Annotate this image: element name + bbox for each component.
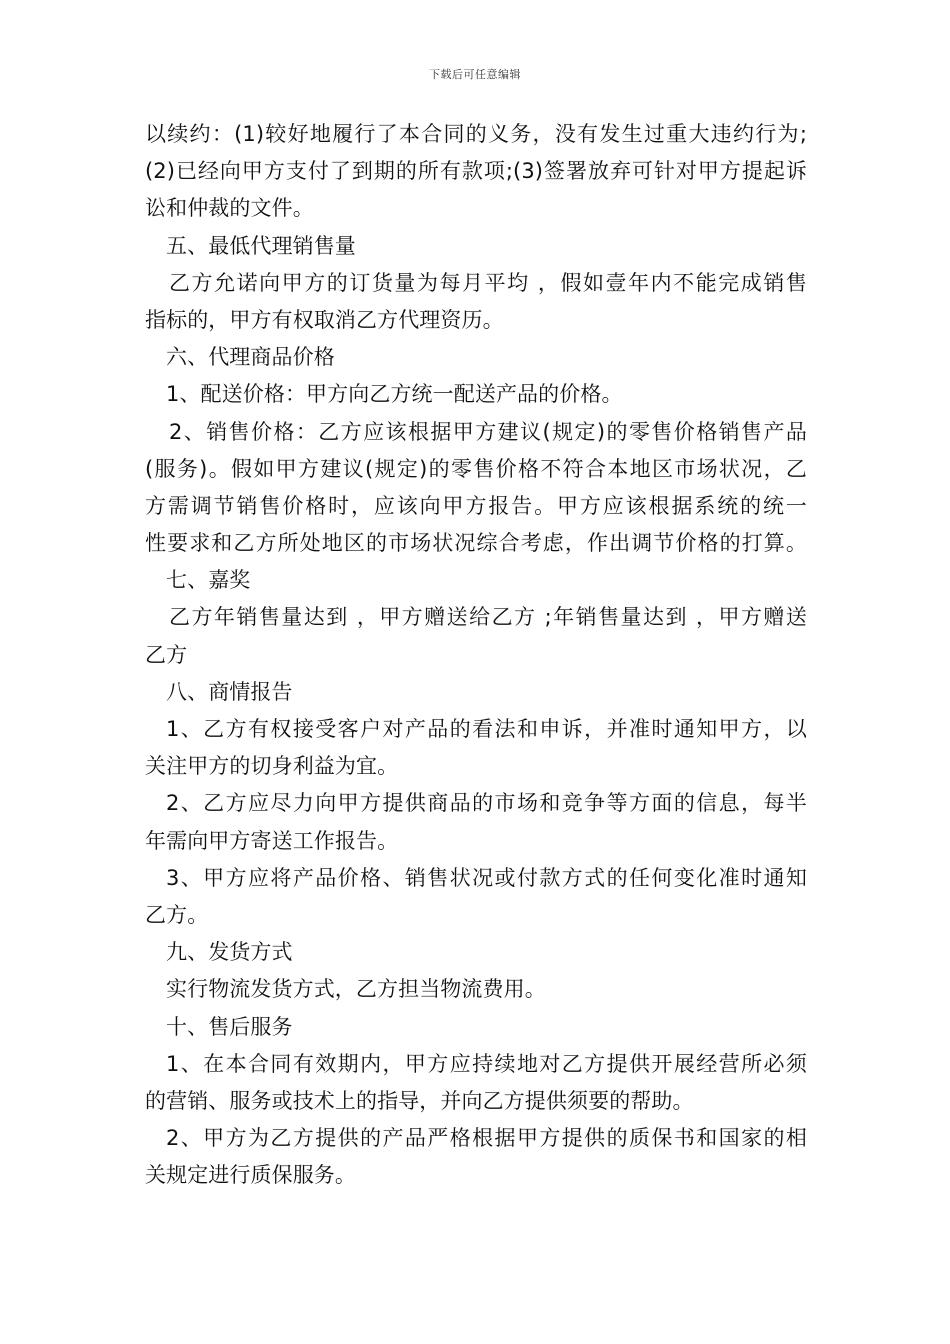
paragraph-line: (服务)。假如甲方建议(规定)的零售价格不符合本地区市场状况，乙 <box>145 456 807 481</box>
paragraph-line: 2、甲方为乙方提供的产品严格根据甲方提供的质保书和国家的相 <box>166 1126 807 1151</box>
page-header: 下载后可任意编辑 <box>429 68 521 81</box>
paragraph-line: 以续约：(1)较好地履行了本合同的义务，没有发生过重大违约行为; <box>145 122 807 146</box>
document-body <box>145 116 807 1194</box>
paragraph-line: 乙方 <box>145 642 188 667</box>
paragraph-line: 乙方允诺向甲方的订货量为每月平均 ，假如壹年内不能完成销售 <box>169 270 807 295</box>
paragraph-line: 2、销售价格：乙方应该根据甲方建议(规定)的零售价格销售产品 <box>169 419 807 444</box>
paragraph-line: 性要求和乙方所处地区的市场状况综合考虑，作出调节价格的打算。 <box>145 531 807 556</box>
paragraph-line: 乙方年销售量达到 ，甲方赠送给乙方 ;年销售量达到 ，甲方赠送 <box>169 605 807 630</box>
paragraph-line: 指标的，甲方有权取消乙方代理资历。 <box>145 307 504 332</box>
section-heading: 五、最低代理销售量 <box>166 233 356 258</box>
paragraph-line: 讼和仲裁的文件。 <box>145 196 314 221</box>
paragraph-line: 乙方。 <box>145 902 209 927</box>
section-heading: 十、售后服务 <box>166 1014 293 1039</box>
paragraph-line: 1、配送价格：甲方向乙方统一配送产品的价格。 <box>166 382 623 407</box>
paragraph-line: 年需向甲方寄送工作报告。 <box>145 828 399 853</box>
paragraph-line: 关规定进行质保服务。 <box>145 1163 356 1188</box>
paragraph-line: 方需调节销售价格时，应该向甲方报告。甲方应该根据系统的统一 <box>145 493 807 518</box>
paragraph-line: 的营销、服务或技术上的指导，并向乙方提供须要的帮助。 <box>145 1088 694 1113</box>
paragraph-line: 关注甲方的切身利益为宜。 <box>145 754 399 779</box>
section-heading: 六、代理商品价格 <box>166 345 335 370</box>
section-heading: 八、商情报告 <box>166 679 293 704</box>
paragraph-line: 2、乙方应尽力向甲方提供商品的市场和竞争等方面的信息，每半 <box>166 791 807 816</box>
section-heading: 七、嘉奖 <box>166 568 251 593</box>
paragraph-line: 1、乙方有权接受客户对产品的看法和申诉，并准时通知甲方，以 <box>166 717 807 741</box>
paragraph-line: 1、在本合同有效期内，甲方应持续地对乙方提供开展经营所必须 <box>166 1051 807 1076</box>
paragraph-line: (2)已经向甲方支付了到期的所有款项;(3)签署放弃可针对甲方提起诉 <box>145 159 807 184</box>
section-heading: 九、发货方式 <box>166 940 293 965</box>
paragraph-line: 实行物流发货方式，乙方担当物流费用。 <box>166 977 546 1002</box>
paragraph-line: 3、甲方应将产品价格、销售状况或付款方式的任何变化准时通知 <box>166 865 807 890</box>
